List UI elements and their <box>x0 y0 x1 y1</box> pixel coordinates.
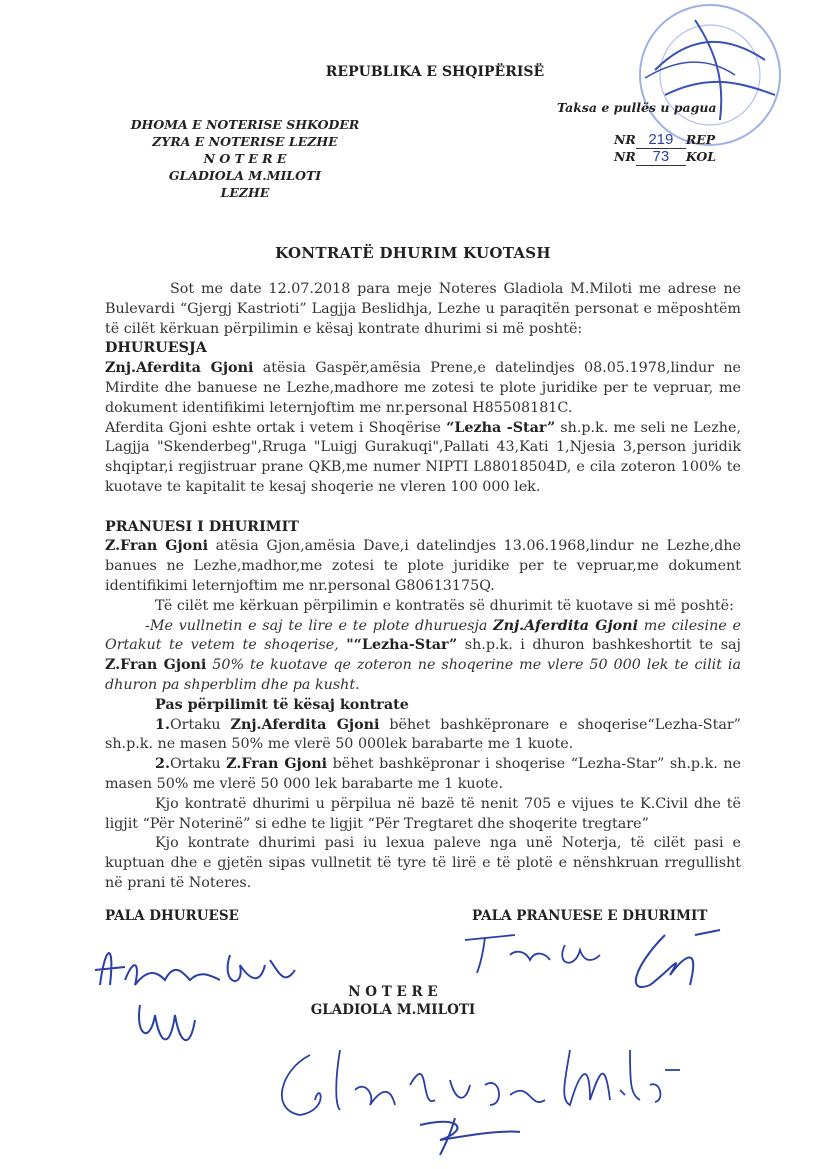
office-line: LEZHE <box>220 185 270 200</box>
tax-note: Taksa e pullës u pagua <box>557 100 717 115</box>
text-run: 50% te kuotave qe zoteron ne shoqerine me vlere 50 000 lek te cilit ia dhuron pa shperblim dhe pa kusht. <box>105 657 741 693</box>
text-run: Aferdita Gjoni eshte ortak i vetem i Shoqërise <box>105 419 447 436</box>
text-run: me cilesine e Ortakut te vetem te shoqerise, <box>105 617 741 654</box>
bold-text: Z.Fran Gjoni <box>226 756 328 773</box>
nr-label: NR <box>614 132 636 147</box>
bold-text: Pas përpilimit të kësaj kontrate <box>155 696 409 713</box>
bold-text: PRANUESI I DHURIMIT <box>105 518 299 535</box>
nr-kol <box>614 148 716 166</box>
text-run: -Me vullnetin e saj te lire e te plote dhuruesja <box>145 617 494 634</box>
paragraph <box>105 834 741 893</box>
nr-rep-value: 219 <box>636 131 686 149</box>
bold-text: “Lezha -Star” <box>446 419 556 436</box>
paragraph <box>105 537 741 596</box>
office-line: GLADIOLA M.MILOTI <box>168 168 322 183</box>
paragraph <box>105 755 741 795</box>
text-run: Ortaku <box>169 716 231 733</box>
bold-text: "“Lezha-Star” <box>346 637 458 654</box>
notary-office-block <box>110 116 380 201</box>
notary-name: GLADIOLA M.MILOTI <box>310 1002 476 1018</box>
text-run: bëhet bashkëpronar i shoqerise “Lezha-Star” sh.p.k. ne masen 50% me vlerë 50 000 lek barabarte me 1 kuote. <box>105 756 741 792</box>
paragraph <box>105 280 741 339</box>
paragraph <box>105 716 741 756</box>
bold-text: Z.Fran Gjoni <box>105 657 207 674</box>
nr-suffix: KOL <box>685 149 717 164</box>
nr-kol-value: 73 <box>636 148 686 166</box>
text-run: atësia Gaspër,amësia Prene,e datelindjes 08.05.1978,lindur ne Mirdite dhe banuese ne Lezhe,madhore me zotesi te plote juridike per te vepruar, me dokument identifikimi leternjoftim me nr.personal H85508181C. <box>105 360 741 416</box>
recipient-signature <box>455 925 755 1015</box>
blank-line <box>105 498 741 518</box>
office-line: ZYRA E NOTERISE LEZHE <box>152 134 338 149</box>
paragraph <box>105 795 741 835</box>
paragraph <box>105 597 741 617</box>
bold-text: 1. <box>155 716 170 733</box>
text-run: Të cilët me kërkuan përpilimin e kontratës së dhurimit të kuotave si më poshtë: <box>155 597 734 614</box>
text-run: atësia Gjon,amësia Dave,i datelindjes 13.06.1968,lindur ne Lezhe,dhe banues ne Lezhe,madhor,me zotesi te plote juridike per te vepruar,me dokument identifikimi leternjoftim me nr.personal G80613175Q. <box>105 538 741 594</box>
bold-text: Z.Fran Gjoni <box>105 538 209 555</box>
paragraph <box>105 518 741 538</box>
text-run: Ortaku <box>169 756 227 773</box>
notary-label: N O T E R E <box>348 984 438 1000</box>
bold-text: Znj.Aferdita Gjoni <box>230 716 380 733</box>
text-run: Kjo kontratë dhurimi u përpilua në bazë të nenit 705 e vijues te K.Civil dhe të ligjit “Për Noterinë” si edhe te ligjit “Për Tregtaret dhe shoqerite tregtare” <box>105 795 741 832</box>
bold-text: Znj.Aferdita Gjoni <box>493 617 639 634</box>
text-run: Kjo kontrate dhurimi pasi iu lexua paleve nga unë Noterja, të cilët pasi e kuptuan dhe e gjetën sipas vullnetit të tyre të lirë e të plotë e nënshkruan rregullisht në prani të Noteres. <box>105 835 741 891</box>
office-line: N O T E R E <box>203 151 287 166</box>
text-run: sh.p.k. i dhuron bashkeshortit te saj <box>457 637 741 654</box>
bold-text: 2. <box>155 756 170 773</box>
nr-suffix: REP <box>685 132 716 147</box>
bold-text: Znj.Aferdita Gjoni <box>105 360 254 377</box>
republic-heading: REPUBLIKA E SHQIPËRISË <box>325 64 545 80</box>
text-run: Sot me date 12.07.2018 para meje Noteres Gladiola M.Miloti me adrese ne Bulevardi “Gjergj Kastrioti” Lagjja Beslidhja, Lezhe u paraqitën personat e mëposhtëm të cilët kërkuan përpilimin e kësaj kontrate dhurimi si më poshtë: <box>105 281 741 337</box>
contract-body <box>105 280 741 894</box>
paragraph <box>105 617 741 696</box>
text-run: sh.p.k. me seli ne Lezhe, Lagjja "Skenderbeg",Rruga "Luigj Gurakuqi",Pallati 43,Kati 1,Njesia 3,person juridik shqiptar,i regjistruar prane QKB,me numer NIPTI L88018504D, e cila zoteron 100% te kuotave te kapitalit te kesaj shoqerie ne vleren 100 000 lek. <box>105 419 741 495</box>
document-title: KONTRATË DHURIM KUOTASH <box>275 244 551 262</box>
nr-rep <box>614 131 715 149</box>
notary-signature <box>270 1030 690 1165</box>
paragraph <box>105 696 741 716</box>
recipient-label: PALA PRANUESE E DHURIMIT <box>472 908 708 924</box>
paragraph <box>105 359 741 418</box>
nr-label: NR <box>614 149 636 164</box>
text-run: bëhet bashkëpronare e shoqerise“Lezha-Star” sh.p.k. ne masen 50% me vlerë 50 000lek barabarte me 1 kuote. <box>105 716 741 753</box>
paragraph <box>105 419 741 498</box>
bold-text: DHURUESJA <box>105 340 207 357</box>
donor-label: PALA DHURUESE <box>105 908 239 924</box>
paragraph <box>105 339 741 359</box>
office-line: DHOMA E NOTERISE SHKODER <box>130 117 360 132</box>
